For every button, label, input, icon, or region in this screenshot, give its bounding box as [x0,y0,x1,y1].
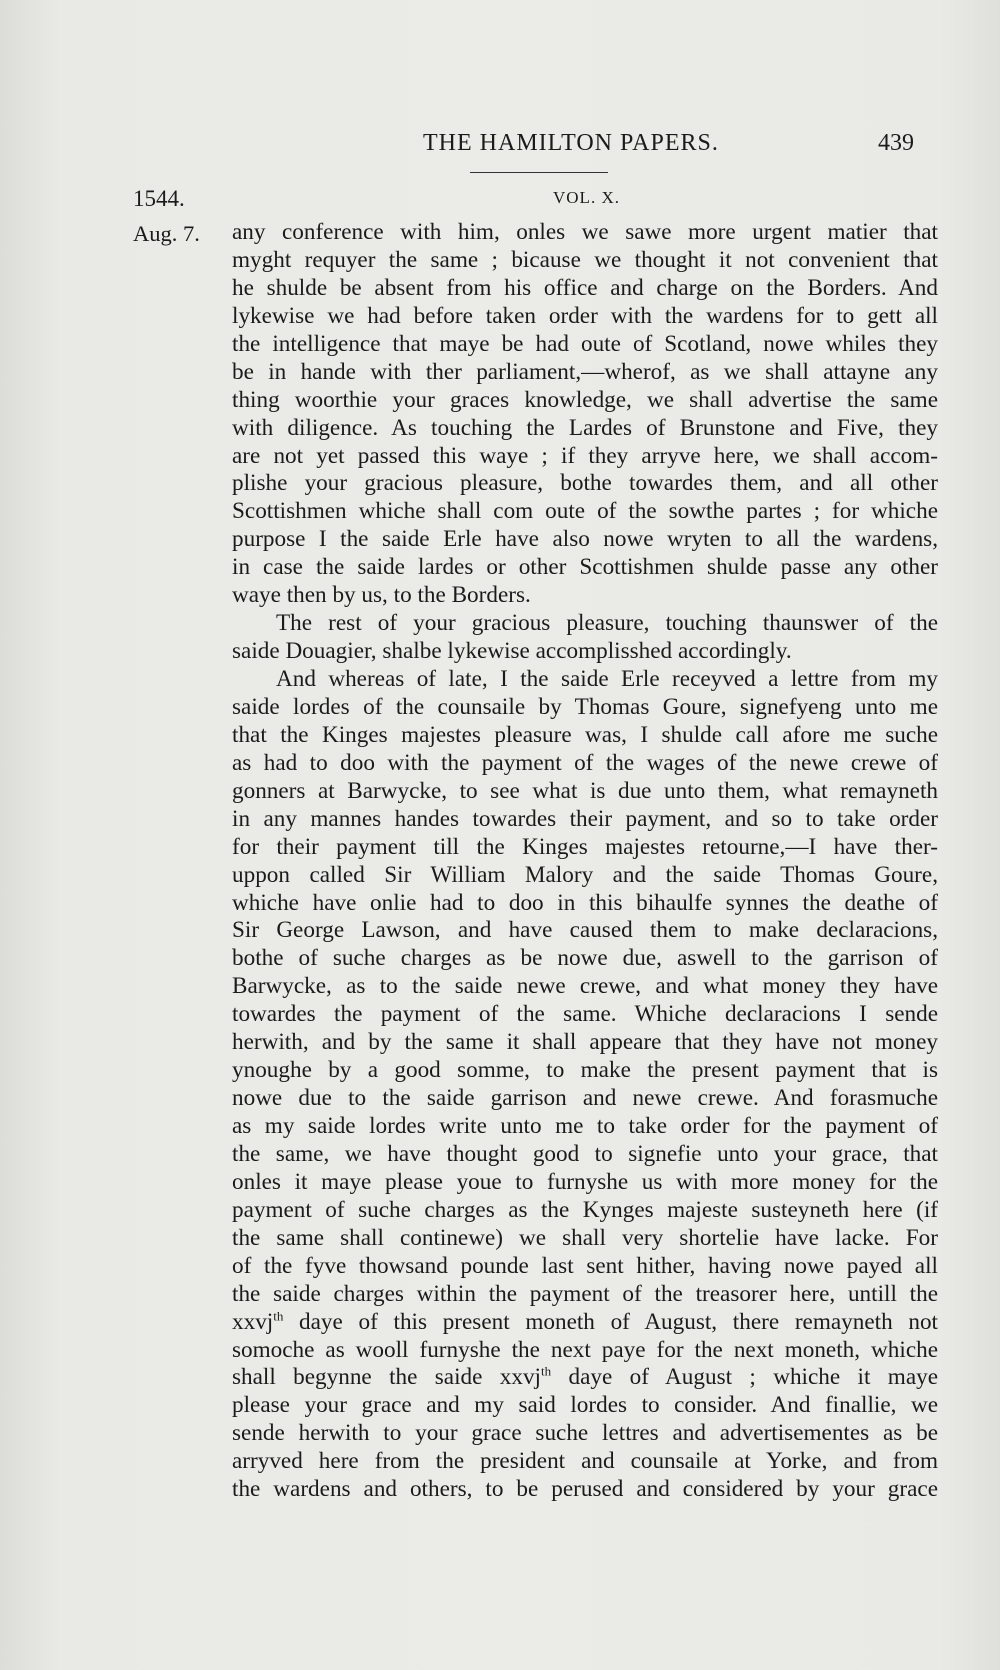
text-line-content: Scottishmen whiche shall com oute of the sowthe partes ; for whiche [232,498,938,525]
text-line-content: thing woorthie your graces knowledge, we shall advertise the same [232,386,938,413]
volume-label: VOL. X. [553,188,620,207]
text-line [232,666,938,694]
text-line [232,331,938,359]
text-line-content: as my saide lordes write unto me to take order for the payment of [232,1113,938,1139]
text-line-content: shall begynne the saide xxvj [232,1364,542,1391]
text-line-content: ynoughe by a good somme, to make the present payment that is [232,1057,938,1084]
text-line [232,415,938,443]
text-line-content: Sir George Lawson, and have caused them to make declaracions, [232,917,938,944]
text-line [232,638,938,666]
text-line-content: the same, we have thought good to signefie unto your grace, that [232,1140,938,1167]
text-line [232,1392,938,1420]
text-line [232,1253,938,1281]
text-line-content: that the Kinges majestes pleasure was, I shulde call afore me suche [232,721,938,748]
text-line-content: for their payment till the Kinges majestes retourne,—I have ther- [232,833,938,860]
text-line-content: nowe due to the saide garrison and newe crewe. And forasmuche [232,1085,938,1112]
page-number: 439 [878,130,914,156]
body-text [232,219,938,1504]
margin-date: Aug. 7. [133,221,200,246]
text-line-content: saide Douagier, shalbe lykewise accomplisshed accordingly. [232,638,792,665]
text-line-content: the wardens and others, to be perused and considered by your grace [232,1476,938,1503]
text-line [232,359,938,387]
text-line-rest: daye of August ; whiche it maye [551,1364,938,1391]
text-line-content: he shulde be absent from his office and charge on the Borders. And [232,274,938,301]
text-line [232,247,938,275]
text-line-content: be in hande with ther parliament,—wherof, as we shall attayne any [232,358,938,385]
text-line [232,498,938,526]
text-line [232,443,938,471]
text-line [232,1420,938,1448]
text-line [232,1364,938,1392]
text-line [232,1057,938,1085]
text-line-content: with diligence. As touching the Lardes of Brunstone and Five, they [232,414,938,441]
text-line-content: bothe of suche charges as be nowe due, aswell to the garrison of [232,945,938,972]
text-line-content: gonners at Barwycke, to see what is due unto them, what remayneth [232,777,938,804]
text-line [232,862,938,890]
running-title: THE HAMILTON PAPERS. [423,130,719,156]
text-line [232,1225,938,1253]
text-line-content: in case the saide lardes or other Scottishmen shulde passe any other [232,554,938,581]
text-line-content: sende herwith to your grace suche lettres and advertisementes as be [232,1420,938,1447]
text-line-content: towardes the payment of the same. Whiche declaracions I sende [232,1001,938,1028]
text-line-content: waye then by us, to the Borders. [232,582,531,609]
text-line [232,778,938,806]
text-line-content: the same shall continewe) we shall very shortelie have lacke. For [232,1224,938,1251]
text-line-content: any conference with him, onles we sawe more urgent matier that [232,219,938,245]
text-line [232,1001,938,1029]
text-line-content: as had to doo with the payment of the wages of the newe crewe of [232,749,938,776]
text-line-content: are not yet passed this waye ; if they arryve here, we shall accom- [232,442,938,469]
text-line [232,554,938,582]
text-line [232,806,938,834]
text-line-content: Barwycke, as to the saide newe crewe, and what money they have [232,973,938,1000]
superscript: th [273,1307,284,1323]
text-line-content: the saide charges within the payment of the treasorer here, untill the [232,1280,938,1307]
text-line [232,890,938,918]
text-line-content: arryved here from the president and counsaile at Yorke, and from [232,1448,938,1475]
text-line-content: herwith, and by the same it shall appeare that they have not money [232,1029,938,1056]
header-rule [470,172,608,173]
text-line [232,834,938,862]
text-line [232,219,938,247]
text-line [232,275,938,303]
text-line [232,1141,938,1169]
text-line [232,1169,938,1197]
text-line [232,750,938,778]
text-line-content: plishe your gracious pleasure, bothe towardes them, and all other [232,470,938,497]
text-line [232,1337,938,1365]
text-line-rest: daye of this present moneth of August, there remayneth not [283,1308,938,1335]
text-line-content: whiche have onlie had to doo in this bihaulfe synnes the deathe of [232,889,938,916]
text-line-content: purpose I the saide Erle have also nowe wryten to all the wardens, [232,526,938,553]
text-line [232,1281,938,1309]
text-line [232,582,938,610]
text-line [232,610,938,638]
margin-year: 1544. [133,186,185,211]
text-line-content: please your grace and my said lordes to consider. And finallie, we [232,1392,938,1419]
text-line-content: uppon called Sir William Malory and the saide Thomas Goure, [232,861,938,888]
text-line [232,1309,938,1337]
text-line-content: And whereas of late, I the saide Erle receyved a lettre from my [276,666,938,692]
text-line [232,1197,938,1225]
text-line [232,526,938,554]
text-line [232,1113,938,1141]
text-line [232,722,938,750]
text-line [232,303,938,331]
superscript: th [541,1363,552,1379]
text-line [232,917,938,945]
text-line [232,945,938,973]
text-line-content: xxvj [232,1308,274,1335]
text-line-content: somoche as wooll furnyshe the next paye for the next moneth, whiche [232,1336,938,1363]
text-line [232,1448,938,1476]
text-line-content: myght requyer the same ; bicause we thought it not convenient that [232,246,938,273]
text-line [232,973,938,1001]
text-line-content: lykewise we had before taken order with the wardens for to gett all [232,302,938,329]
text-line-content: of the fyve thowsand pounde last sent hither, having nowe payed all [232,1252,938,1279]
text-line-content: payment of suche charges as the Kynges majeste susteyneth here (if [232,1196,938,1223]
text-line [232,1029,938,1057]
text-line [232,1085,938,1113]
text-line [232,470,938,498]
text-line-content: onles it maye please youe to furnyshe us with more money for the [232,1168,938,1195]
text-line-content: The rest of your gracious pleasure, touching thaunswer of the [276,610,938,637]
text-line [232,1476,938,1504]
text-line-content: saide lordes of the counsaile by Thomas Goure, signefyeng unto me [232,693,938,720]
text-line [232,694,938,722]
text-line-content: the intelligence that maye be had oute of Scotland, nowe whiles they [232,330,938,357]
text-line-content: in any mannes handes towardes their payment, and so to take order [232,805,938,832]
text-line [232,387,938,415]
